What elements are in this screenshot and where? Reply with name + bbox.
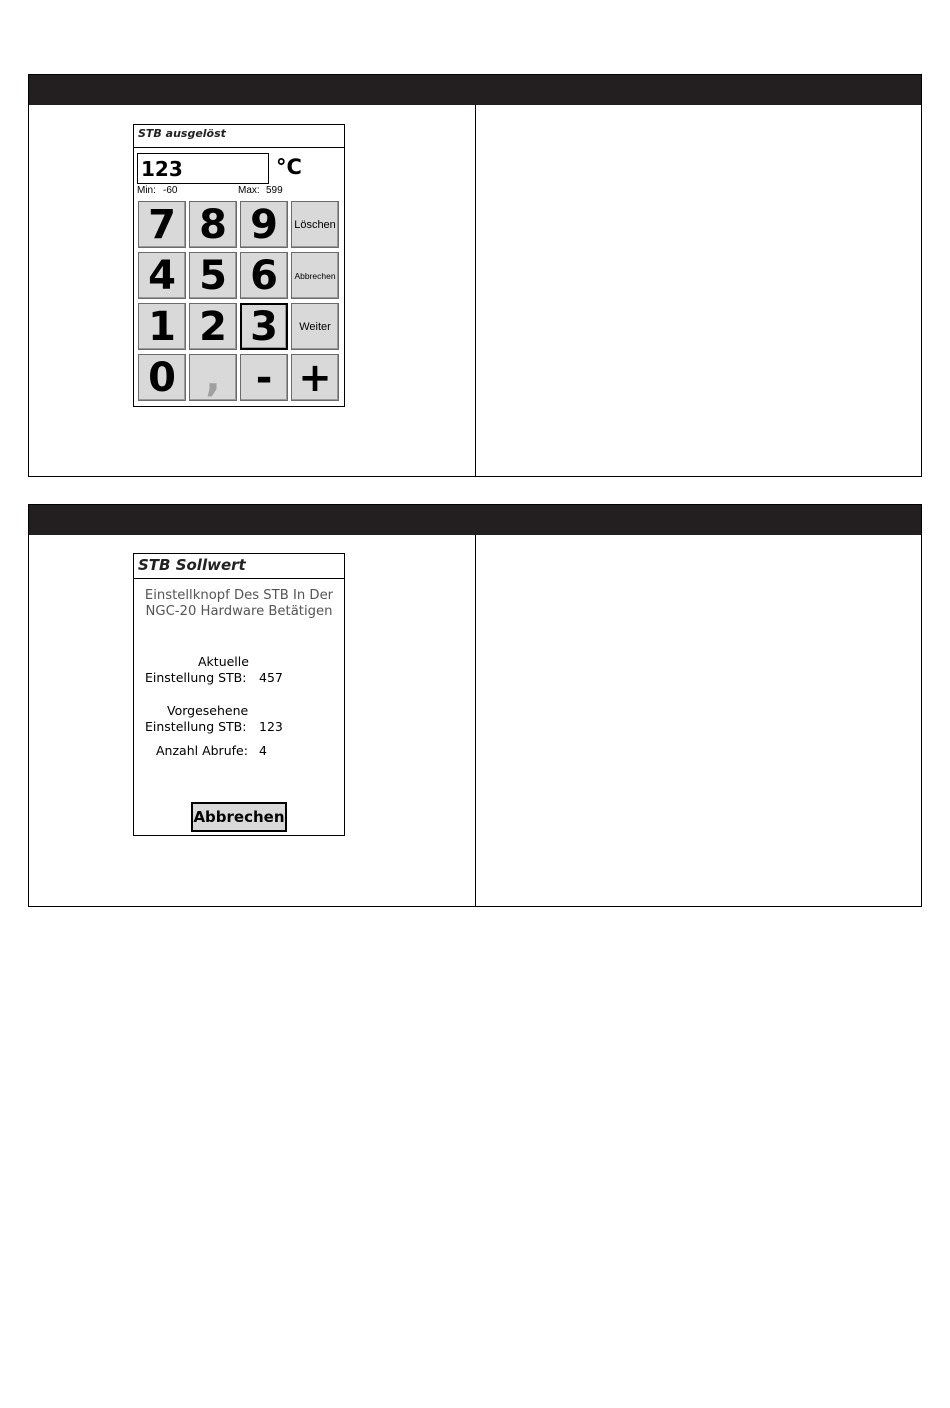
column-divider <box>475 105 476 476</box>
min-value: -60 <box>163 185 178 196</box>
next-button[interactable]: Weiter <box>291 303 339 350</box>
current-label-1: Aktuelle <box>198 654 249 669</box>
screen-title: STB Sollwert <box>138 556 246 574</box>
calls-value: 4 <box>259 743 267 758</box>
planned-value: 123 <box>259 719 283 734</box>
calls-label: Anzahl Abrufe: <box>156 743 248 758</box>
screen-title: STB ausgelöst <box>138 127 226 140</box>
setpoint-screen <box>133 553 345 836</box>
key-1[interactable]: 1 <box>138 303 186 350</box>
clear-button[interactable]: Löschen <box>291 201 339 248</box>
key-2[interactable]: 2 <box>189 303 237 350</box>
key-5[interactable]: 5 <box>189 252 237 299</box>
panel-stb-setpoint <box>28 504 922 907</box>
abort-button[interactable]: Abbrechen <box>291 252 339 299</box>
title-separator <box>134 147 344 148</box>
instruction-line-2: NGC-20 Hardware Betätigen <box>145 604 333 619</box>
planned-label-1: Vorgesehene <box>167 703 249 718</box>
max-value: 599 <box>266 185 283 196</box>
cancel-button[interactable]: Abbrechen <box>191 802 287 832</box>
instruction-line-1: Einstellknopf Des STB In Der <box>144 588 334 603</box>
panel-stb-triggered <box>28 74 922 477</box>
current-label-2: Einstellung STB: <box>145 670 247 685</box>
key-3[interactable]: 3 <box>240 303 288 350</box>
panel-body <box>29 535 921 906</box>
key-0[interactable]: 0 <box>138 354 186 401</box>
key-minus[interactable]: - <box>240 354 288 401</box>
key-7[interactable]: 7 <box>138 201 186 248</box>
max-label: Max: <box>238 185 260 196</box>
min-label: Min: <box>137 185 156 196</box>
keypad-screen <box>133 124 345 407</box>
column-divider <box>475 535 476 906</box>
unit-label: °C <box>276 155 302 179</box>
panel-header-bar <box>29 75 921 105</box>
key-plus[interactable]: + <box>291 354 339 401</box>
title-separator <box>134 578 344 579</box>
key-8[interactable]: 8 <box>189 201 237 248</box>
panel-body <box>29 105 921 476</box>
instruction-text <box>134 588 344 620</box>
planned-label-2: Einstellung STB: <box>145 719 247 734</box>
value-input[interactable]: 123 <box>137 153 269 184</box>
key-comma[interactable]: , <box>189 354 237 401</box>
panel-header-bar <box>29 505 921 535</box>
key-6[interactable]: 6 <box>240 252 288 299</box>
key-4[interactable]: 4 <box>138 252 186 299</box>
current-value: 457 <box>259 670 283 685</box>
key-9[interactable]: 9 <box>240 201 288 248</box>
